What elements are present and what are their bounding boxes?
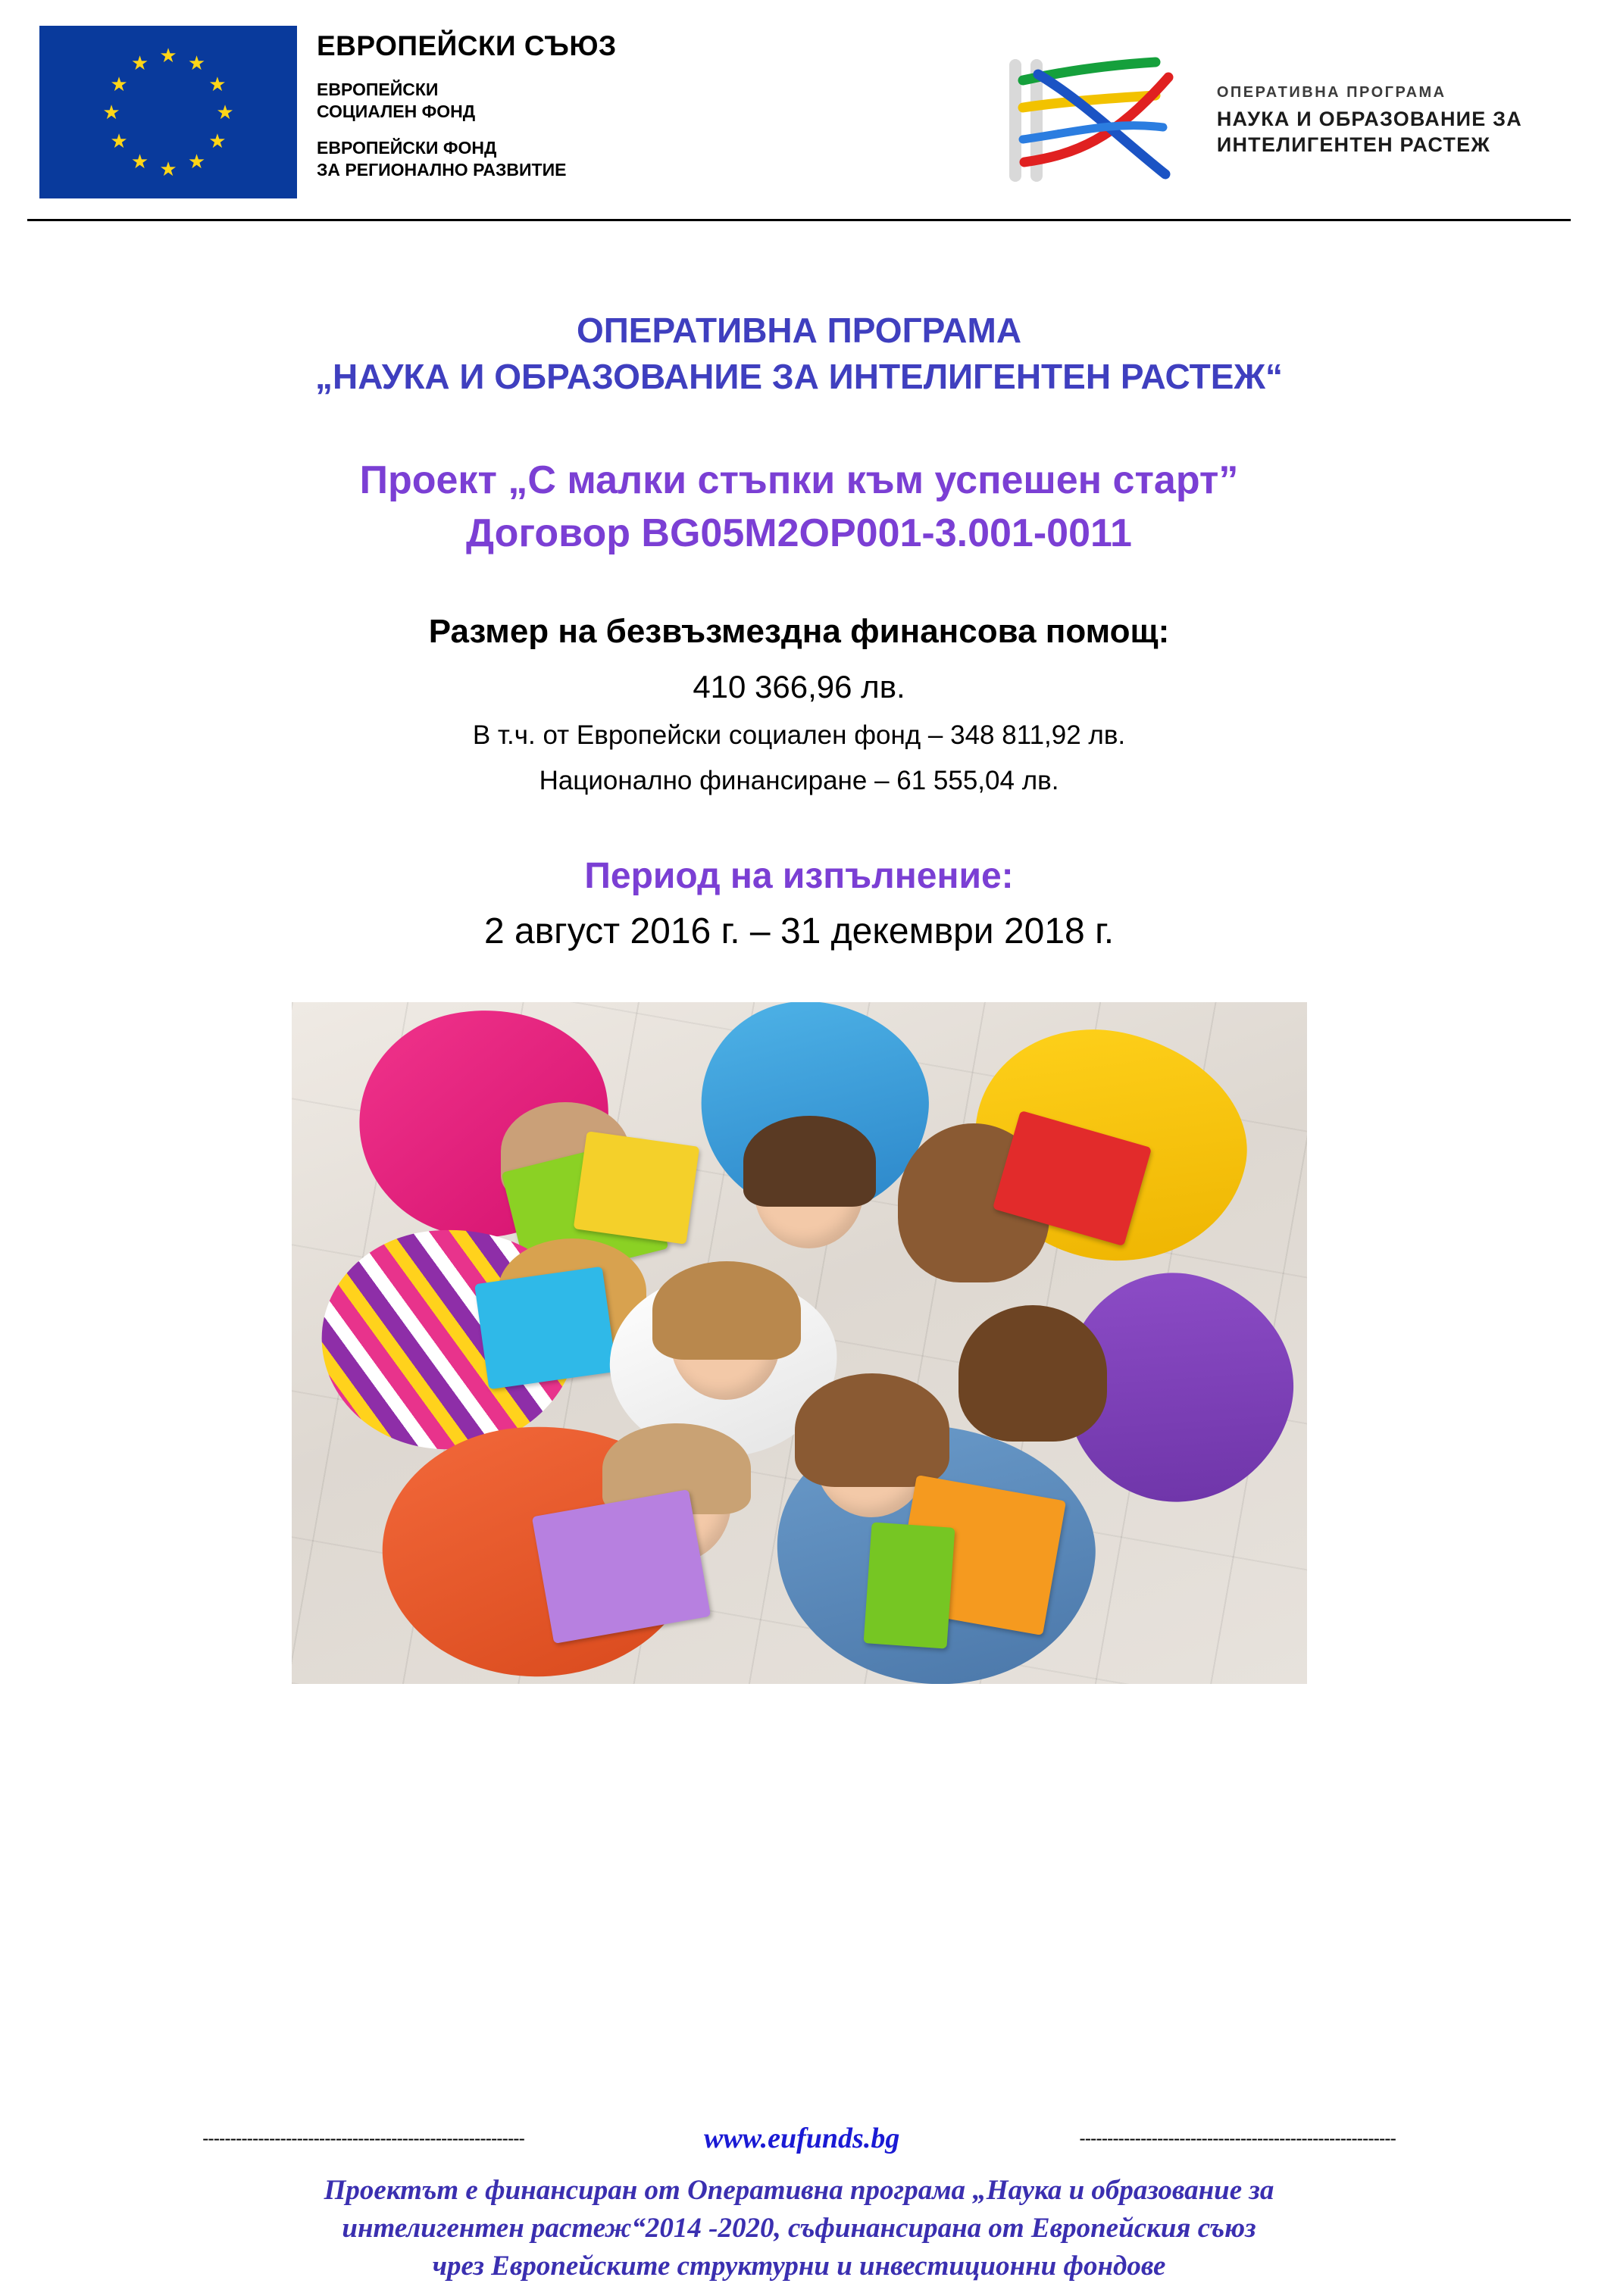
child-hair-2: [743, 1116, 876, 1207]
book-purple: [531, 1489, 710, 1644]
grant-label: Размер на безвъзмездна финансова помощ:: [428, 612, 1170, 650]
eufunds-link[interactable]: www.eufunds.bg: [704, 2123, 900, 2155]
book-cyan: [474, 1267, 617, 1389]
header-logos-row: [39, 26, 1553, 198]
child-hair-7: [795, 1373, 949, 1487]
grant-national-share: Национално финансиране – 61 555,04 лв.: [539, 765, 1059, 795]
book-green-2: [863, 1522, 955, 1648]
grant-amount: 410 366,96 лв.: [693, 668, 905, 704]
document-body: [0, 308, 1598, 1684]
op-emblem-block: [993, 26, 1553, 192]
footer-dashes-right: ---------------------------------------------------------: [1079, 2127, 1396, 2149]
header-divider: [27, 219, 1571, 221]
program-heading: [53, 308, 1545, 400]
eu-stars-circle-icon: ★ ★ ★ ★ ★ ★ ★ ★ ★ ★ ★ ★: [102, 44, 234, 180]
eu-flag-icon: [39, 26, 297, 198]
child-hair-8: [958, 1305, 1107, 1442]
website-row: [30, 2122, 1568, 2155]
eu-regional-fund-label: [317, 137, 617, 182]
footer-dashes-left: ----------------------------------------------------------: [202, 2127, 524, 2149]
op-text-block: [1217, 83, 1522, 158]
child-hair-5: [652, 1261, 801, 1360]
op-small-line: ОПЕРАТИВНА ПРОГРАМА: [1216, 84, 1446, 102]
eu-regional-fund-line2: ЗА РЕГИОНАЛНО РАЗВИТИЕ: [317, 160, 567, 180]
op-big-line2: ИНТЕЛИГЕНТЕН РАСТЕЖ: [1216, 133, 1490, 157]
book-yellow-1: [573, 1131, 699, 1245]
eu-social-fund-label: [317, 79, 617, 123]
footer-disclaimer-line1: Проектът е финансиран от Оперативна програма „Наука и образование за: [324, 2175, 1274, 2207]
eu-social-fund-line2: СОЦИАЛЕН ФОНД: [317, 102, 476, 122]
eu-social-fund-line1: ЕВРОПЕЙСКИ: [317, 80, 439, 99]
footer-disclaimer-line3: чрез Европейските структурни и инвестиционни фондове: [432, 2251, 1166, 2282]
eu-emblem-block: [39, 26, 617, 198]
period-value: 2 август 2016 г. – 31 декември 2018 г.: [483, 911, 1115, 951]
project-contract-number: Договор BG05M2OP001-3.001-0011: [466, 511, 1132, 555]
project-heading: [53, 455, 1545, 559]
program-heading-line1: ОПЕРАТИВНА ПРОГРАМА: [576, 311, 1022, 350]
document-footer: [0, 2122, 1598, 2285]
eu-text-block: [317, 26, 617, 195]
project-name: Проект „С малки стъпки към успешен старт”: [359, 458, 1239, 503]
period-label: Период на изпълнение:: [584, 855, 1014, 896]
program-heading-line2: „НАУКА И ОБРАЗОВАНИЕ ЗА ИНТЕЛИГЕНТЕН РАСТЕЖ“: [315, 357, 1283, 397]
op-science-education-logo-icon: [993, 48, 1197, 192]
footer-disclaimer-line2: интелигентен растеж“2014 -2020, съфинансирана от Европейския съюз: [342, 2213, 1256, 2244]
footer-disclaimer: [30, 2172, 1568, 2285]
document-header: [0, 0, 1598, 227]
eu-regional-fund-line1: ЕВРОПЕЙСКИ ФОНД: [317, 137, 497, 158]
op-big-line1: НАУКА И ОБРАЗОВАНИЕ ЗА: [1216, 108, 1522, 131]
children-photo: [292, 1002, 1307, 1684]
grant-esf-share: В т.ч. от Европейски социален фонд – 348 811,92 лв.: [472, 720, 1126, 750]
eu-title: ЕВРОПЕЙСКИ СЪЮЗ: [317, 30, 617, 61]
